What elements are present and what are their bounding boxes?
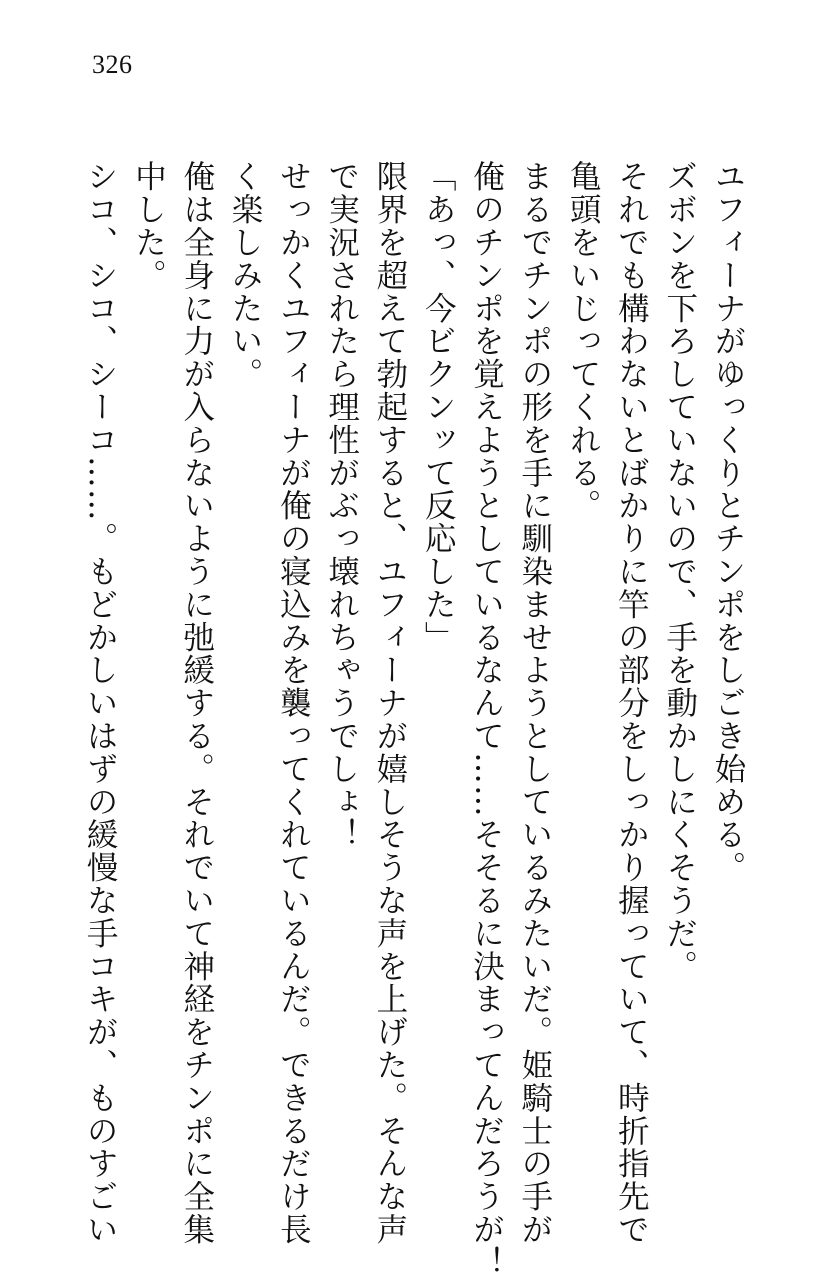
text-line: で実況されたら理性がぶっ壊れちゃうでしょ！ <box>323 160 360 851</box>
text-line: それでも構わないとばかりに竿の部分をしっかり握っていて、時折指先で <box>613 160 650 1246</box>
text-line: ユフィーナがゆっくりとチンポをしごき始める。 <box>710 160 746 884</box>
text-line: 俺のチンポを覚えようとしているなんて……そそるに決まってんだろうが！ <box>468 160 505 1279</box>
text-line: シコ、シコ、シーコ……。もどかしいはずの緩慢な手コキが、ものすごい <box>82 160 119 1246</box>
text-line: せっかくユフィーナが俺の寝込みを襲ってくれているんだ。できるだけ長 <box>275 160 312 1246</box>
text-line: く楽しみたい。 <box>227 160 264 391</box>
text-line: ズボンを下ろしていないので、手を動かしにくそうだ。 <box>661 160 698 983</box>
text-line: 亀頭をいじってくれる。 <box>565 160 602 522</box>
body-text <box>82 160 752 1279</box>
text-line: 「あっ、今ビクンッて反応した」 <box>420 160 457 654</box>
text-line: 限界を超えて勃起すると、ユフィーナが嬉しそうな声を上げた。そんな声 <box>371 160 408 1246</box>
page-number: 326 <box>92 50 133 79</box>
text-line: 俺は全身に力が入らないように弛緩する。それでいて神経をチンポに全集 <box>178 160 215 1246</box>
text-line: 中した。 <box>130 160 167 292</box>
text-line: まるでチンポの形を手に馴染ませようとしているみたいだ。姫騎士の手が <box>516 160 553 1246</box>
